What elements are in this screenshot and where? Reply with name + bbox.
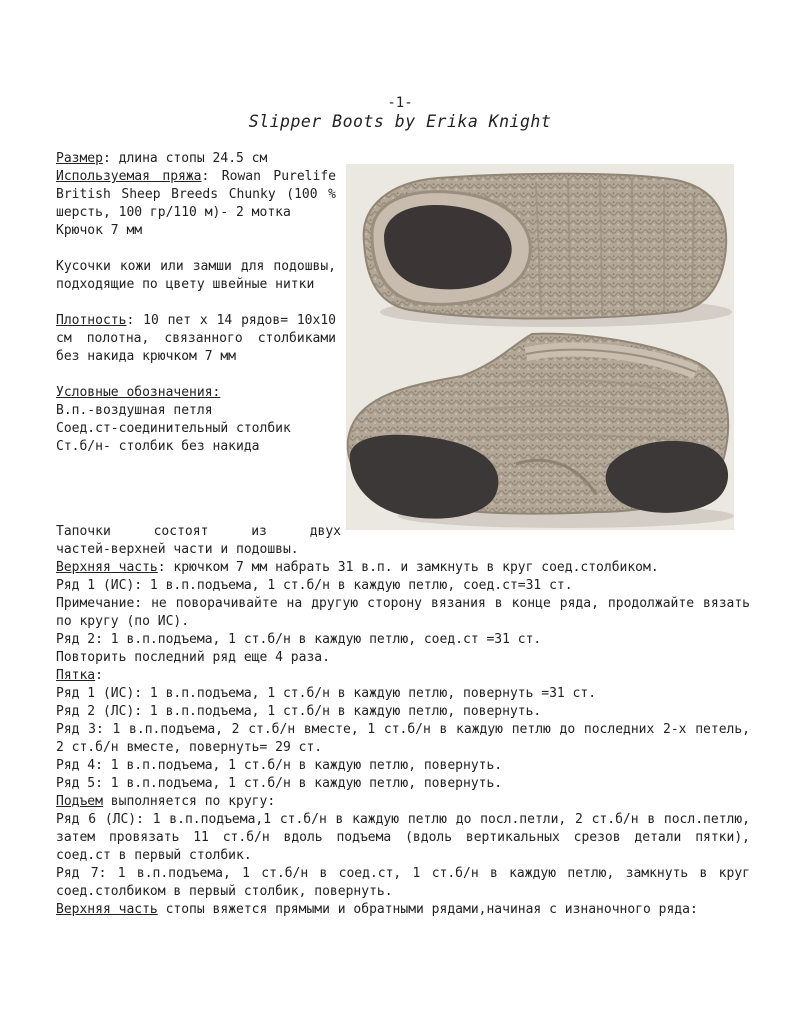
instruction-line: Ряд 2: 1 в.п.подъема, 1 ст.б/н в каждую петлю, соед.ст =31 ст.	[56, 632, 542, 647]
page-title: Slipper Boots by Erika Knight	[248, 112, 552, 131]
instruction-line: Ряд 2 (ЛС): 1 в.п.подъема, 1 ст.б/н в каждую петлю, повернуть.	[56, 704, 542, 719]
yarn-label: Используемая пряжа	[56, 169, 202, 184]
slippers-photo	[346, 164, 734, 530]
legend-item: Соед.ст-соединительный столбик	[56, 421, 291, 436]
upper-part-text: : крючком 7 мм набрать 31 в.п. и замкнуть в круг соед.столбиком.	[157, 560, 659, 575]
yarn-line	[56, 168, 336, 222]
legend-item: В.п.-воздушная петля	[56, 403, 213, 418]
instruction-line: Ряд 6 (ЛС): 1 в.п.подъема,1 ст.б/н в каждую петлю до посл.петли, 2 ст.б/н в посл.петлю, затем провязать 11 ст.б/н вдоль подъема (вдоль вертикальных срезов детали пятки), соед.ст в первый столбик.	[56, 812, 750, 863]
slipper-top	[364, 174, 732, 327]
heel-heading	[56, 667, 750, 685]
instruction-line: Ряд 7: 1 в.п.подъема, 1 ст.б/н в соед.ст, 1 ст.б/н в каждую петлю, замкнуть в круг соед.столбиком в первый столбик, повернуть.	[56, 866, 750, 899]
top-part-label: Верхняя часть	[56, 902, 158, 917]
gauge-line	[56, 312, 336, 366]
slippers-illustration	[346, 164, 734, 530]
heel-label: Пятка	[56, 668, 96, 683]
size-value: : длина стопы 24.5 см	[102, 151, 268, 166]
gauge-label: Плотность	[56, 313, 127, 328]
extras-line: Кусочки кожи или замши для подошвы, подходящие по цвету швейные нитки	[56, 259, 336, 292]
materials-column	[56, 150, 336, 456]
instep-line	[56, 793, 750, 811]
instruction-line: Ряд 5: 1 в.п.подъема, 1 ст.б/н в каждую петлю, повернуть.	[56, 776, 503, 791]
legend-title: Условные обозначения:	[56, 385, 221, 400]
gauge-value: : 10 пет х 14 рядов= 10х10 см полотна, связанного столбиками без накида крючком 7 мм	[56, 313, 336, 364]
instruction-line: Ряд 4: 1 в.п.подъема, 1 ст.б/н в каждую петлю, повернуть.	[56, 758, 503, 773]
instep-text: выполняется по кругу:	[102, 794, 276, 809]
pattern-instructions	[56, 523, 750, 919]
upper-part-line	[56, 559, 750, 577]
size-label: Размер	[56, 151, 103, 166]
instruction-line: Повторить последний ряд еще 4 раза.	[56, 650, 330, 665]
instruction-line: Ряд 1 (ИС): 1 в.п.подъема, 1 ст.б/н в каждую петлю, соед.ст=31 ст.	[56, 578, 573, 593]
yarn-value: : Rowan Purelife British Sheep Breeds Chunky (100 % шерсть, 100 гр/110 м)- 2 мотка	[56, 169, 336, 220]
heel-colon: :	[95, 668, 103, 683]
instruction-line: Ряд 3: 1 в.п.подъема, 2 ст.б/н вместе, 1 ст.б/н в каждую петлю до последних 2-х петель, 2 ст.б/н вместе, повернуть= 29 ст.	[56, 722, 750, 755]
hook-line: Крючок 7 мм	[56, 223, 143, 238]
upper-part-label: Верхняя часть	[56, 560, 158, 575]
legend-item: Ст.б/н- столбик без накида	[56, 439, 260, 454]
intro-line-2: частей-верхней части и подошвы.	[56, 542, 299, 557]
page-number: -1-	[387, 95, 413, 111]
instruction-line: Ряд 1 (ИС): 1 в.п.подъема, 1 ст.б/н в каждую петлю, повернуть =31 ст.	[56, 686, 597, 701]
instruction-line: Примечание: не поворачивайте на другую сторону вязания в конце ряда, продолжайте вязать по кругу (по ИС).	[56, 596, 750, 629]
instep-label: Подъем	[56, 794, 103, 809]
top-part-line	[56, 901, 750, 919]
size-line	[56, 150, 336, 168]
top-part-text: стопы вяжется прямыми и обратными рядами,начиная с изнаночного ряда:	[157, 902, 698, 917]
intro-line-1: Тапочки состоят из двух	[56, 524, 341, 539]
